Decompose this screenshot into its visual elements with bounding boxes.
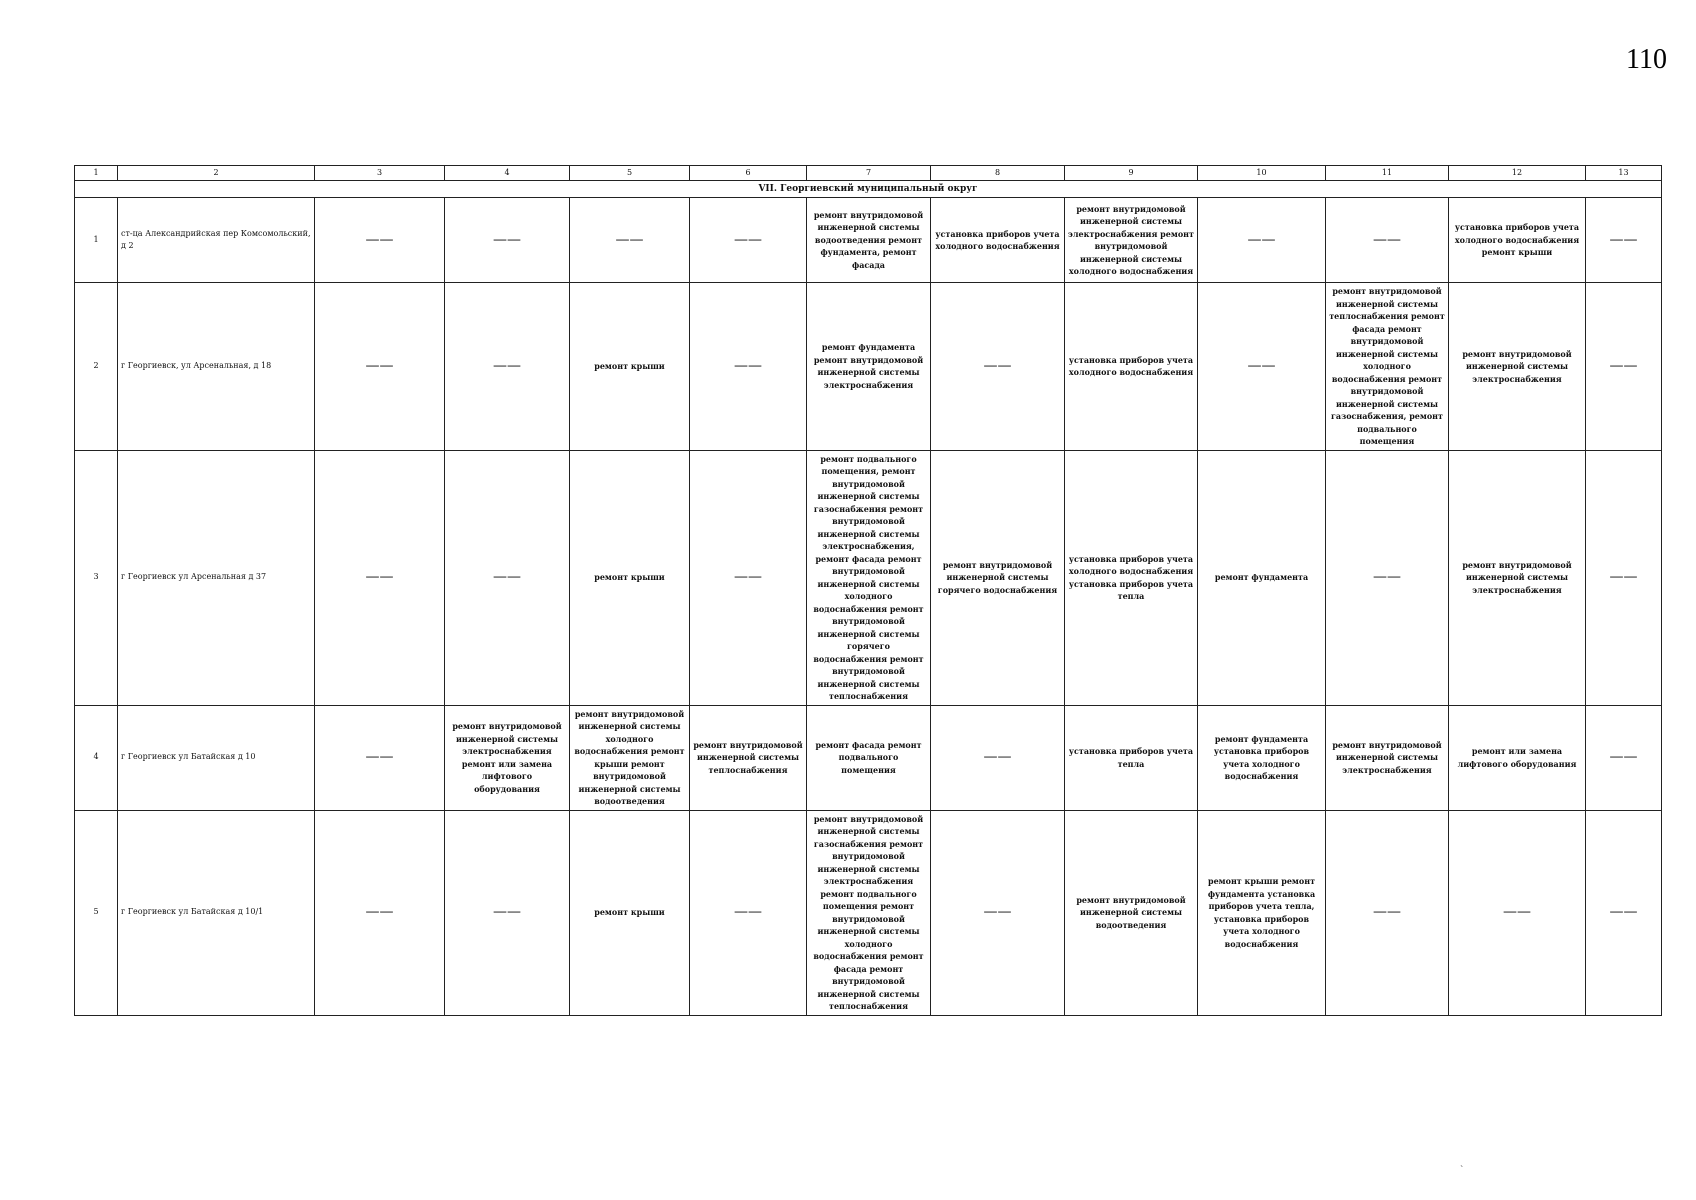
address-cell: г Георгиевск ул Арсенальная д 37 <box>118 450 315 705</box>
column-number: 10 <box>1198 166 1326 181</box>
empty-dash-cell: —— <box>315 283 445 451</box>
table-row <box>75 810 1662 1015</box>
empty-dash-cell: —— <box>1326 810 1449 1015</box>
table-row <box>75 705 1662 810</box>
work-type-cell: установка приборов учета тепла <box>1065 705 1198 810</box>
work-type-cell: ремонт внутридомовой инженерной системы электроснабжения ремонт или замена лифтового оборудования <box>445 705 570 810</box>
row-number-cell: 5 <box>75 810 118 1015</box>
row-number-cell: 1 <box>75 198 118 283</box>
empty-dash-cell: —— <box>445 810 570 1015</box>
work-type-cell: ремонт внутридомовой инженерной системы теплоснабжения ремонт фасада ремонт внутридомовой инженерной системы холодного водоснабжения ремонт внутридомовой инженерной системы газоснабжения, ремонт подвального помещения <box>1326 283 1449 451</box>
column-number: 8 <box>931 166 1065 181</box>
table-row <box>75 283 1662 451</box>
work-type-cell: ремонт внутридомовой инженерной системы водоотведения <box>1065 810 1198 1015</box>
address-cell: г Георгиевск ул Батайская д 10/1 <box>118 810 315 1015</box>
empty-dash-cell: —— <box>931 810 1065 1015</box>
address-cell: ст-ца Александрийская пер Комсомольский, д 2 <box>118 198 315 283</box>
column-number: 9 <box>1065 166 1198 181</box>
row-number-cell: 2 <box>75 283 118 451</box>
empty-dash-cell: —— <box>1586 810 1662 1015</box>
work-type-cell: ремонт фундамента <box>1198 450 1326 705</box>
section-row <box>75 181 1662 198</box>
work-type-cell: ремонт фундамента ремонт внутридомовой инженерной системы электроснабжения <box>807 283 931 451</box>
empty-dash-cell: —— <box>1586 198 1662 283</box>
empty-dash-cell: —— <box>690 198 807 283</box>
empty-dash-cell: —— <box>445 198 570 283</box>
empty-dash-cell: —— <box>570 198 690 283</box>
work-type-cell: установка приборов учета холодного водоснабжения ремонт крыши <box>1449 198 1586 283</box>
work-type-cell: ремонт внутридомовой инженерной системы электроснабжения ремонт внутридомовой инженерной системы холодного водоснабжения <box>1065 198 1198 283</box>
empty-dash-cell: —— <box>690 283 807 451</box>
table-row <box>75 198 1662 283</box>
empty-dash-cell: —— <box>315 450 445 705</box>
empty-dash-cell: —— <box>1586 450 1662 705</box>
work-type-cell: ремонт фундамента установка приборов учета холодного водоснабжения <box>1198 705 1326 810</box>
empty-dash-cell: —— <box>1586 283 1662 451</box>
column-number: 1 <box>75 166 118 181</box>
column-number: 2 <box>118 166 315 181</box>
work-type-cell: установка приборов учета холодного водоснабжения <box>1065 283 1198 451</box>
empty-dash-cell: —— <box>1586 705 1662 810</box>
address-cell: г Георгиевск, ул Арсенальная, д 18 <box>118 283 315 451</box>
work-type-cell: ремонт внутридомовой инженерной системы горячего водоснабжения <box>931 450 1065 705</box>
empty-dash-cell: —— <box>315 705 445 810</box>
column-number: 6 <box>690 166 807 181</box>
address-cell: г Георгиевск ул Батайская д 10 <box>118 705 315 810</box>
column-number-row <box>75 166 1662 181</box>
work-type-cell: ремонт или замена лифтового оборудования <box>1449 705 1586 810</box>
work-type-cell: ремонт крыши ремонт фундамента установка приборов учета тепла, установка приборов учета холодного водоснабжения <box>1198 810 1326 1015</box>
work-type-cell: ремонт внутридомовой инженерной системы газоснабжения ремонт внутридомовой инженерной системы электроснабжения ремонт подвального помещения ремонт внутридомовой инженерной системы холодного водоснабжения ремонт фасада ремонт внутридомовой инженерной системы теплоснабжения <box>807 810 931 1015</box>
column-number: 5 <box>570 166 690 181</box>
column-number: 3 <box>315 166 445 181</box>
work-type-cell: ремонт крыши <box>570 450 690 705</box>
column-number: 7 <box>807 166 931 181</box>
work-type-cell: ремонт внутридомовой инженерной системы водоотведения ремонт фундамента, ремонт фасада <box>807 198 931 283</box>
column-number: 12 <box>1449 166 1586 181</box>
empty-dash-cell: —— <box>445 450 570 705</box>
table-row <box>75 450 1662 705</box>
empty-dash-cell: —— <box>931 705 1065 810</box>
work-type-cell: ремонт внутридомовой инженерной системы электроснабжения <box>1449 450 1586 705</box>
work-type-cell: установка приборов учета холодного водоснабжения <box>931 198 1065 283</box>
scan-mark: ` <box>1460 1165 1464 1176</box>
work-type-cell: ремонт крыши <box>570 810 690 1015</box>
row-number-cell: 3 <box>75 450 118 705</box>
section-title: VII. Георгиевский муниципальный округ <box>75 181 1662 198</box>
work-type-cell: ремонт внутридомовой инженерной системы электроснабжения <box>1326 705 1449 810</box>
capital-repair-table <box>74 165 1662 1016</box>
empty-dash-cell: —— <box>1198 198 1326 283</box>
empty-dash-cell: —— <box>445 283 570 451</box>
work-type-cell: ремонт внутридомовой инженерной системы холодного водоснабжения ремонт крыши ремонт внутридомовой инженерной системы водоотведения <box>570 705 690 810</box>
work-type-cell: ремонт подвального помещения, ремонт внутридомовой инженерной системы газоснабжения ремонт внутридомовой инженерной системы электроснабжения, ремонт фасада ремонт внутридомовой инженерной системы холодного водоснабжения ремонт внутридомовой инженерной системы горячего водоснабжения ремонт внутридомовой инженерной системы теплоснабжения <box>807 450 931 705</box>
empty-dash-cell: —— <box>1449 810 1586 1015</box>
empty-dash-cell: —— <box>1326 450 1449 705</box>
empty-dash-cell: —— <box>1326 198 1449 283</box>
work-type-cell: ремонт крыши <box>570 283 690 451</box>
page-number: 110 <box>1626 44 1667 75</box>
row-number-cell: 4 <box>75 705 118 810</box>
column-number: 11 <box>1326 166 1449 181</box>
work-type-cell: ремонт внутридомовой инженерной системы электроснабжения <box>1449 283 1586 451</box>
empty-dash-cell: —— <box>690 810 807 1015</box>
empty-dash-cell: —— <box>315 198 445 283</box>
work-type-cell: ремонт внутридомовой инженерной системы теплоснабжения <box>690 705 807 810</box>
column-number: 4 <box>445 166 570 181</box>
empty-dash-cell: —— <box>931 283 1065 451</box>
column-number: 13 <box>1586 166 1662 181</box>
empty-dash-cell: —— <box>315 810 445 1015</box>
work-type-cell: ремонт фасада ремонт подвального помещения <box>807 705 931 810</box>
work-type-cell: установка приборов учета холодного водоснабжения установка приборов учета тепла <box>1065 450 1198 705</box>
empty-dash-cell: —— <box>1198 283 1326 451</box>
empty-dash-cell: —— <box>690 450 807 705</box>
